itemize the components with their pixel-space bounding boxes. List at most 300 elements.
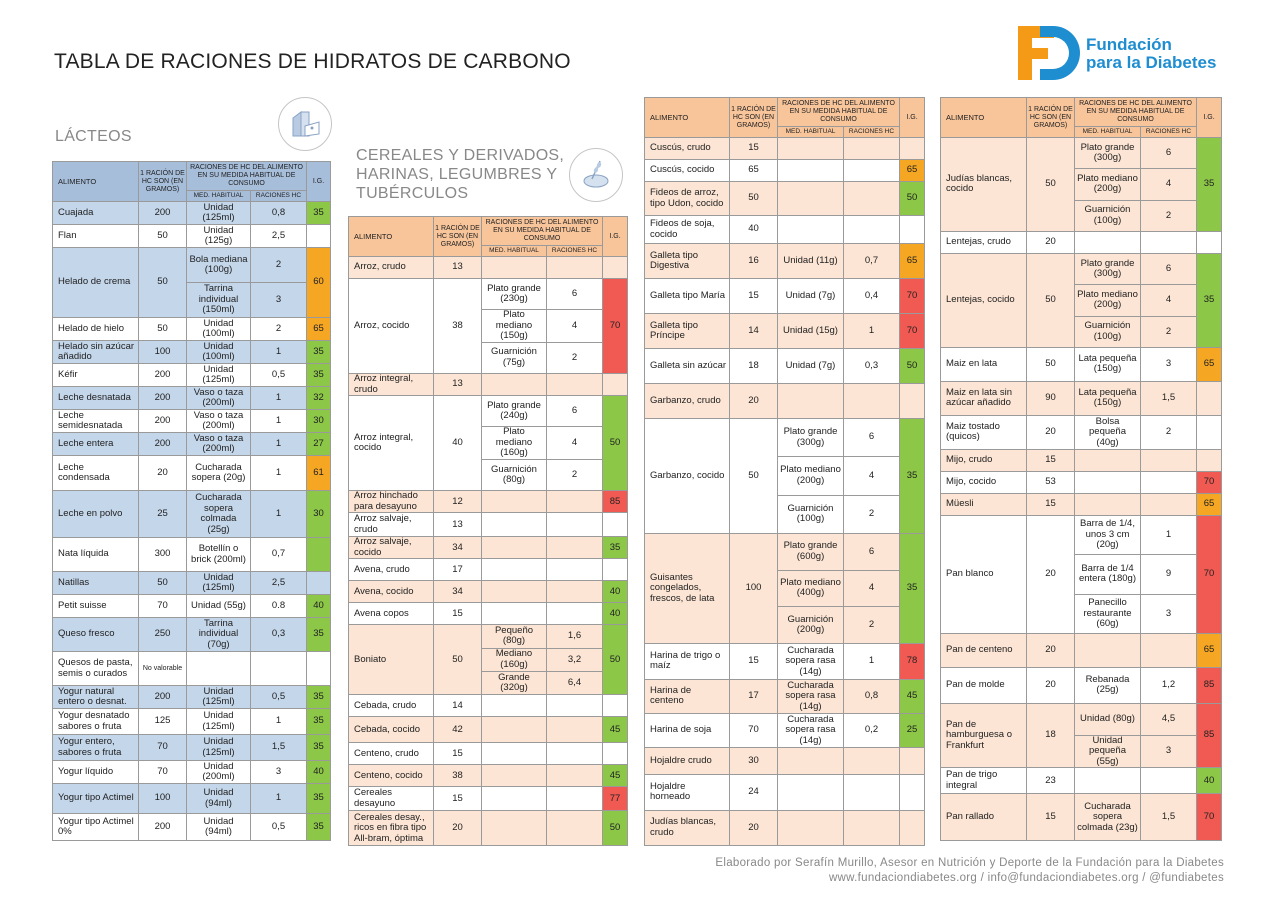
hc-rations bbox=[547, 537, 603, 559]
grams-per-ration: 16 bbox=[730, 244, 778, 279]
grams-per-ration: 12 bbox=[434, 491, 482, 513]
glycemic-index: 85 bbox=[603, 491, 628, 513]
hc-rations: 4 bbox=[547, 427, 603, 460]
glycemic-index bbox=[900, 384, 925, 419]
hc-rations: 3 bbox=[1141, 594, 1197, 633]
grams-per-ration: 50 bbox=[139, 225, 187, 248]
glycemic-index bbox=[1197, 381, 1222, 415]
usual-measure bbox=[482, 743, 547, 765]
table-row bbox=[53, 387, 331, 410]
food-name: Lentejas, cocido bbox=[941, 253, 1027, 347]
glycemic-index: 85 bbox=[1197, 703, 1222, 768]
glycemic-index: 35 bbox=[307, 686, 331, 709]
hc-rations: 6 bbox=[547, 396, 603, 427]
grams-per-ration: 14 bbox=[434, 695, 482, 717]
usual-measure bbox=[1075, 493, 1141, 515]
hc-rations: 4,5 bbox=[1141, 703, 1197, 735]
hc-rations bbox=[1141, 493, 1197, 515]
grams-per-ration: 15 bbox=[434, 603, 482, 625]
food-name: Nata líquida bbox=[53, 538, 139, 572]
food-name: Leche condensada bbox=[53, 456, 139, 491]
usual-measure bbox=[778, 774, 844, 810]
footer bbox=[715, 856, 1224, 886]
grams-per-ration: 250 bbox=[139, 618, 187, 652]
header-med-habitual: MED. HABITUAL bbox=[187, 191, 251, 202]
hc-rations: 6 bbox=[844, 419, 900, 457]
food-name: Avena, cocido bbox=[349, 581, 434, 603]
dairy-icon bbox=[278, 97, 332, 151]
food-name: Garbanzo, cocido bbox=[645, 419, 730, 534]
food-name: Arroz, crudo bbox=[349, 257, 434, 279]
usual-measure bbox=[1075, 231, 1141, 253]
table-row bbox=[53, 491, 331, 538]
usual-measure bbox=[1075, 633, 1141, 667]
table-row bbox=[941, 253, 1222, 284]
grams-per-ration: 50 bbox=[139, 248, 187, 318]
table-row bbox=[941, 449, 1222, 471]
header-racion: 1 RACIÓN DE HC SON (EN GRAMOS) bbox=[730, 98, 778, 138]
glycemic-index bbox=[307, 538, 331, 572]
table-row bbox=[941, 471, 1222, 493]
hc-rations: 4 bbox=[1141, 285, 1197, 316]
hc-rations bbox=[1141, 449, 1197, 471]
table-row bbox=[53, 572, 331, 595]
hc-rations bbox=[251, 652, 307, 686]
table-row bbox=[645, 643, 925, 679]
grams-per-ration: 20 bbox=[730, 810, 778, 845]
grams-per-ration: 15 bbox=[730, 138, 778, 160]
hc-rations bbox=[547, 513, 603, 537]
glycemic-index bbox=[900, 138, 925, 160]
glycemic-index: 77 bbox=[603, 787, 628, 811]
hc-rations: 3,2 bbox=[547, 648, 603, 671]
grams-per-ration: 50 bbox=[730, 182, 778, 216]
glycemic-index bbox=[603, 559, 628, 581]
header-racion: 1 RACIÓN DE HC SON (EN GRAMOS) bbox=[1027, 98, 1075, 138]
header-ig: I.G. bbox=[1197, 98, 1222, 138]
grams-per-ration: 200 bbox=[139, 814, 187, 841]
usual-measure: Plato grande (300g) bbox=[1075, 253, 1141, 284]
glycemic-index bbox=[307, 572, 331, 595]
table-row bbox=[645, 216, 925, 244]
table-row bbox=[941, 667, 1222, 703]
glycemic-index: 50 bbox=[603, 625, 628, 695]
glycemic-index: 65 bbox=[1197, 493, 1222, 515]
grams-per-ration: 15 bbox=[1027, 449, 1075, 471]
glycemic-index: 61 bbox=[307, 456, 331, 491]
fd-logo-icon bbox=[1018, 26, 1080, 80]
table-row bbox=[53, 618, 331, 652]
usual-measure: Barra de 1/4 entera (180g) bbox=[1075, 555, 1141, 594]
usual-measure bbox=[482, 537, 547, 559]
table-row bbox=[53, 364, 331, 387]
header-racion: 1 RACIÓN DE HC SON (EN GRAMOS) bbox=[139, 162, 187, 202]
glycemic-index: 35 bbox=[900, 419, 925, 534]
table-row bbox=[349, 537, 628, 559]
hc-rations bbox=[844, 747, 900, 774]
glycemic-index: 70 bbox=[603, 279, 628, 374]
table-row bbox=[645, 810, 925, 845]
table-row bbox=[941, 633, 1222, 667]
usual-measure: Unidad (80g) bbox=[1075, 703, 1141, 735]
grams-per-ration: 200 bbox=[139, 202, 187, 225]
food-name: Garbanzo, crudo bbox=[645, 384, 730, 419]
food-name: Yogur entero, sabores o fruta bbox=[53, 735, 139, 761]
grams-per-ration: 40 bbox=[434, 396, 482, 491]
hc-rations: 6 bbox=[1141, 138, 1197, 169]
hc-rations bbox=[547, 695, 603, 717]
grams-per-ration: 18 bbox=[730, 349, 778, 384]
hc-rations: 0,5 bbox=[251, 814, 307, 841]
hc-rations bbox=[547, 491, 603, 513]
glycemic-index: 70 bbox=[1197, 515, 1222, 633]
hc-rations: 0,7 bbox=[251, 538, 307, 572]
header-raciones-hc: RACIONES HC bbox=[547, 246, 603, 257]
hc-rations: 6,4 bbox=[547, 671, 603, 694]
grams-per-ration: 17 bbox=[434, 559, 482, 581]
fundacion-logo[interactable] bbox=[1018, 26, 1218, 82]
food-name: Avena copos bbox=[349, 603, 434, 625]
hc-rations: 6 bbox=[844, 533, 900, 570]
food-name: Cereales desayuno bbox=[349, 787, 434, 811]
food-name: Galleta tipo María bbox=[645, 279, 730, 314]
usual-measure bbox=[482, 257, 547, 279]
food-name: Natillas bbox=[53, 572, 139, 595]
grams-per-ration: 70 bbox=[139, 735, 187, 761]
glycemic-index: 35 bbox=[1197, 253, 1222, 347]
food-name: Petit suisse bbox=[53, 595, 139, 618]
usual-measure: Unidad (100ml) bbox=[187, 318, 251, 341]
usual-measure bbox=[482, 787, 547, 811]
glycemic-index: 45 bbox=[603, 765, 628, 787]
grams-per-ration: 70 bbox=[139, 595, 187, 618]
usual-measure: Unidad (125g) bbox=[187, 225, 251, 248]
grams-per-ration: 15 bbox=[730, 643, 778, 679]
hc-rations bbox=[547, 581, 603, 603]
table-row bbox=[53, 341, 331, 364]
grams-per-ration: 70 bbox=[139, 761, 187, 784]
glycemic-index: 50 bbox=[900, 349, 925, 384]
glycemic-index: 70 bbox=[1197, 471, 1222, 493]
header-med-habitual: MED. HABITUAL bbox=[778, 127, 844, 138]
table-row bbox=[53, 784, 331, 814]
header-raciones: RACIONES DE HC DEL ALIMENTO EN SU MEDIDA HABITUAL DE CONSUMO bbox=[1075, 98, 1197, 127]
food-name: Pan de centeno bbox=[941, 633, 1027, 667]
grams-per-ration: 65 bbox=[730, 160, 778, 182]
glycemic-index bbox=[900, 810, 925, 845]
header-med-habitual: MED. HABITUAL bbox=[482, 246, 547, 257]
usual-measure bbox=[482, 581, 547, 603]
grams-per-ration: 34 bbox=[434, 537, 482, 559]
food-table bbox=[940, 97, 1222, 841]
hc-rations: 1 bbox=[251, 491, 307, 538]
hc-rations: 6 bbox=[1141, 253, 1197, 284]
food-name: Judías blancas, cocido bbox=[941, 138, 1027, 232]
table-row bbox=[645, 713, 925, 747]
food-name: Galleta sin azúcar bbox=[645, 349, 730, 384]
hc-rations bbox=[547, 787, 603, 811]
glycemic-index: 65 bbox=[900, 244, 925, 279]
glycemic-index: 35 bbox=[307, 618, 331, 652]
food-name: Centeno, cocido bbox=[349, 765, 434, 787]
food-name: Flan bbox=[53, 225, 139, 248]
food-name: Arroz salvaje, crudo bbox=[349, 513, 434, 537]
grams-per-ration: 20 bbox=[1027, 633, 1075, 667]
glycemic-index bbox=[900, 774, 925, 810]
hc-rations: 0,7 bbox=[844, 244, 900, 279]
usual-measure: Guarnición (100g) bbox=[778, 495, 844, 533]
hc-rations: 1,5 bbox=[1141, 794, 1197, 841]
grams-per-ration: 15 bbox=[434, 787, 482, 811]
food-name: Mijo, cocido bbox=[941, 471, 1027, 493]
hc-rations: 4 bbox=[547, 310, 603, 343]
glycemic-index bbox=[900, 747, 925, 774]
food-name: Quesos de pasta, semis o curados bbox=[53, 652, 139, 686]
hc-rations: 3 bbox=[251, 283, 307, 318]
table-row bbox=[53, 433, 331, 456]
food-name: Pan rallado bbox=[941, 794, 1027, 841]
grams-per-ration: 200 bbox=[139, 433, 187, 456]
usual-measure: Plato grande (300g) bbox=[778, 419, 844, 457]
glycemic-index: 32 bbox=[307, 387, 331, 410]
glycemic-index: 85 bbox=[1197, 667, 1222, 703]
grams-per-ration: 200 bbox=[139, 686, 187, 709]
table-row bbox=[941, 515, 1222, 554]
food-table bbox=[348, 216, 628, 846]
usual-measure: Guarnición (100g) bbox=[1075, 200, 1141, 231]
glycemic-index: 30 bbox=[307, 491, 331, 538]
hc-rations bbox=[844, 216, 900, 244]
food-name: Helado de hielo bbox=[53, 318, 139, 341]
food-name: Leche semidesnatada bbox=[53, 410, 139, 433]
hc-rations bbox=[1141, 768, 1197, 794]
usual-measure bbox=[482, 491, 547, 513]
table-row bbox=[53, 538, 331, 572]
food-name: Arroz, cocido bbox=[349, 279, 434, 374]
usual-measure: Unidad (125ml) bbox=[187, 709, 251, 735]
table-row bbox=[349, 787, 628, 811]
food-name: Cereales desay., ricos en fibra tipo All-bram, óptima bbox=[349, 811, 434, 846]
hc-rations bbox=[1141, 633, 1197, 667]
grams-per-ration: 20 bbox=[730, 384, 778, 419]
food-name: Cuscús, crudo bbox=[645, 138, 730, 160]
table-row bbox=[941, 347, 1222, 381]
hc-rations: 2 bbox=[547, 459, 603, 490]
table-row bbox=[349, 374, 628, 396]
usual-measure: Unidad (94ml) bbox=[187, 814, 251, 841]
usual-measure: Bola mediana (100g) bbox=[187, 248, 251, 283]
usual-measure: Plato grande (600g) bbox=[778, 533, 844, 570]
usual-measure: Cucharada sopera (20g) bbox=[187, 456, 251, 491]
usual-measure: Unidad (94ml) bbox=[187, 784, 251, 814]
usual-measure: Vaso o taza (200ml) bbox=[187, 433, 251, 456]
food-name: Pan de molde bbox=[941, 667, 1027, 703]
usual-measure bbox=[482, 717, 547, 743]
table-row bbox=[941, 138, 1222, 169]
table-row bbox=[349, 257, 628, 279]
grams-per-ration: 100 bbox=[139, 341, 187, 364]
usual-measure: Guarnición (200g) bbox=[778, 607, 844, 644]
table-row bbox=[941, 415, 1222, 449]
glycemic-index bbox=[900, 216, 925, 244]
glycemic-index bbox=[1197, 415, 1222, 449]
glycemic-index: 35 bbox=[307, 341, 331, 364]
usual-measure: Vaso o taza (200ml) bbox=[187, 387, 251, 410]
hc-rations bbox=[547, 374, 603, 396]
grams-per-ration: 15 bbox=[1027, 794, 1075, 841]
table-row bbox=[53, 595, 331, 618]
food-name: Helado sin azúcar añadido bbox=[53, 341, 139, 364]
usual-measure: Pequeño (80g) bbox=[482, 625, 547, 648]
usual-measure: Grande (320g) bbox=[482, 671, 547, 694]
glycemic-index bbox=[603, 257, 628, 279]
footer-contact[interactable]: www.fundaciondiabetes.org / info@fundaciondiabetes.org / @fundiabetes bbox=[828, 872, 1224, 884]
grams-per-ration: 38 bbox=[434, 765, 482, 787]
glycemic-index bbox=[1197, 449, 1222, 471]
usual-measure: Plato grande (230g) bbox=[482, 279, 547, 310]
hc-rations: 0,3 bbox=[251, 618, 307, 652]
usual-measure: Rebanada (25g) bbox=[1075, 667, 1141, 703]
hc-rations bbox=[547, 765, 603, 787]
grams-per-ration: 200 bbox=[139, 364, 187, 387]
hc-rations: 2 bbox=[844, 607, 900, 644]
table-row bbox=[53, 814, 331, 841]
grams-per-ration: 38 bbox=[434, 279, 482, 374]
glycemic-index: 65 bbox=[900, 160, 925, 182]
section-cereales-title: CEREALES Y DERIVADOS, HARINAS, LEGUMBRES Y TUBÉRCULOS bbox=[356, 147, 565, 202]
usual-measure: Plato mediano (200g) bbox=[778, 457, 844, 495]
table-row bbox=[53, 709, 331, 735]
hc-rations: 4 bbox=[844, 457, 900, 495]
table-row bbox=[349, 743, 628, 765]
food-name: Yogur líquido bbox=[53, 761, 139, 784]
glycemic-index: 35 bbox=[900, 533, 925, 643]
header-raciones-hc: RACIONES HC bbox=[1141, 127, 1197, 138]
glycemic-index: 25 bbox=[900, 713, 925, 747]
hc-rations bbox=[844, 384, 900, 419]
usual-measure: Unidad (15g) bbox=[778, 314, 844, 349]
hc-rations bbox=[547, 603, 603, 625]
glycemic-index: 65 bbox=[307, 318, 331, 341]
grams-per-ration: 13 bbox=[434, 374, 482, 396]
table-row bbox=[349, 695, 628, 717]
food-name: Cebada, crudo bbox=[349, 695, 434, 717]
glycemic-index: 40 bbox=[307, 595, 331, 618]
table-row bbox=[53, 410, 331, 433]
usual-measure: Plato mediano (150g) bbox=[482, 310, 547, 343]
logo-line-2: para la Diabetes bbox=[1086, 53, 1217, 72]
food-name: Yogur tipo Actimel 0% bbox=[53, 814, 139, 841]
usual-measure: Botellín o brick (200ml) bbox=[187, 538, 251, 572]
usual-measure: Unidad (7g) bbox=[778, 279, 844, 314]
glycemic-index: 40 bbox=[603, 581, 628, 603]
usual-measure: Guarnición (80g) bbox=[482, 459, 547, 490]
grams-per-ration: 90 bbox=[1027, 381, 1075, 415]
logo-line-1: Fundación bbox=[1086, 35, 1172, 54]
table-row bbox=[941, 794, 1222, 841]
usual-measure: Plato mediano (400g) bbox=[778, 570, 844, 607]
grams-per-ration: 13 bbox=[434, 257, 482, 279]
grams-per-ration: 200 bbox=[139, 410, 187, 433]
food-name: Cuscús, cocido bbox=[645, 160, 730, 182]
hc-rations: 1 bbox=[251, 341, 307, 364]
food-name: Arroz hinchado para desayuno bbox=[349, 491, 434, 513]
hc-rations: 2 bbox=[251, 318, 307, 341]
hc-rations: 0,8 bbox=[251, 202, 307, 225]
hc-rations: 2 bbox=[1141, 415, 1197, 449]
food-name: Harina de trigo o maíz bbox=[645, 643, 730, 679]
usual-measure bbox=[778, 384, 844, 419]
hc-rations bbox=[844, 810, 900, 845]
hc-rations: 0,5 bbox=[251, 364, 307, 387]
header-alimento: ALIMENTO bbox=[645, 98, 730, 138]
glycemic-index: 35 bbox=[307, 784, 331, 814]
grams-per-ration: No valorable bbox=[139, 652, 187, 686]
usual-measure: Unidad (125ml) bbox=[187, 364, 251, 387]
hc-rations bbox=[547, 257, 603, 279]
grams-per-ration: 100 bbox=[730, 533, 778, 643]
hc-rations: 1 bbox=[844, 314, 900, 349]
table-row bbox=[53, 318, 331, 341]
glycemic-index bbox=[603, 513, 628, 537]
hc-rations: 4 bbox=[844, 570, 900, 607]
usual-measure bbox=[482, 559, 547, 581]
grams-per-ration: 15 bbox=[434, 743, 482, 765]
table-row bbox=[349, 581, 628, 603]
food-name: Avena, crudo bbox=[349, 559, 434, 581]
hc-rations bbox=[844, 182, 900, 216]
grams-per-ration: 42 bbox=[434, 717, 482, 743]
usual-measure bbox=[778, 138, 844, 160]
table-row bbox=[941, 768, 1222, 794]
table-row bbox=[645, 774, 925, 810]
header-alimento: ALIMENTO bbox=[349, 217, 434, 257]
usual-measure: Plato grande (300g) bbox=[1075, 138, 1141, 169]
usual-measure: Vaso o taza (200ml) bbox=[187, 410, 251, 433]
usual-measure bbox=[778, 182, 844, 216]
table-row bbox=[645, 747, 925, 774]
hc-rations bbox=[1141, 231, 1197, 253]
hc-rations bbox=[547, 559, 603, 581]
glycemic-index: 30 bbox=[307, 410, 331, 433]
food-name: Mijo, crudo bbox=[941, 449, 1027, 471]
hc-rations bbox=[844, 774, 900, 810]
usual-measure bbox=[482, 765, 547, 787]
glycemic-index: 27 bbox=[307, 433, 331, 456]
table-row bbox=[941, 231, 1222, 253]
section-lacteos-title: LÁCTEOS bbox=[55, 128, 132, 145]
grams-per-ration: 13 bbox=[434, 513, 482, 537]
usual-measure: Cucharada sopera rasa (14g) bbox=[778, 643, 844, 679]
hc-rations: 2 bbox=[1141, 200, 1197, 231]
header-raciones: RACIONES DE HC DEL ALIMENTO EN SU MEDIDA HABITUAL DE CONSUMO bbox=[778, 98, 900, 127]
food-name: Leche en polvo bbox=[53, 491, 139, 538]
food-name: Maiz en lata sin azúcar añadido bbox=[941, 381, 1027, 415]
hc-rations: 1 bbox=[251, 709, 307, 735]
glycemic-index: 35 bbox=[307, 364, 331, 387]
table-row bbox=[349, 765, 628, 787]
header-med-habitual: MED. HABITUAL bbox=[1075, 127, 1141, 138]
glycemic-index: 45 bbox=[603, 717, 628, 743]
header-alimento: ALIMENTO bbox=[941, 98, 1027, 138]
food-name: Arroz integral, crudo bbox=[349, 374, 434, 396]
hc-rations bbox=[844, 160, 900, 182]
food-name: Hojaldre horneado bbox=[645, 774, 730, 810]
glycemic-index: 35 bbox=[307, 735, 331, 761]
table-row bbox=[349, 811, 628, 846]
header-racion: 1 RACIÓN DE HC SON (EN GRAMOS) bbox=[434, 217, 482, 257]
hc-rations: 3 bbox=[251, 761, 307, 784]
